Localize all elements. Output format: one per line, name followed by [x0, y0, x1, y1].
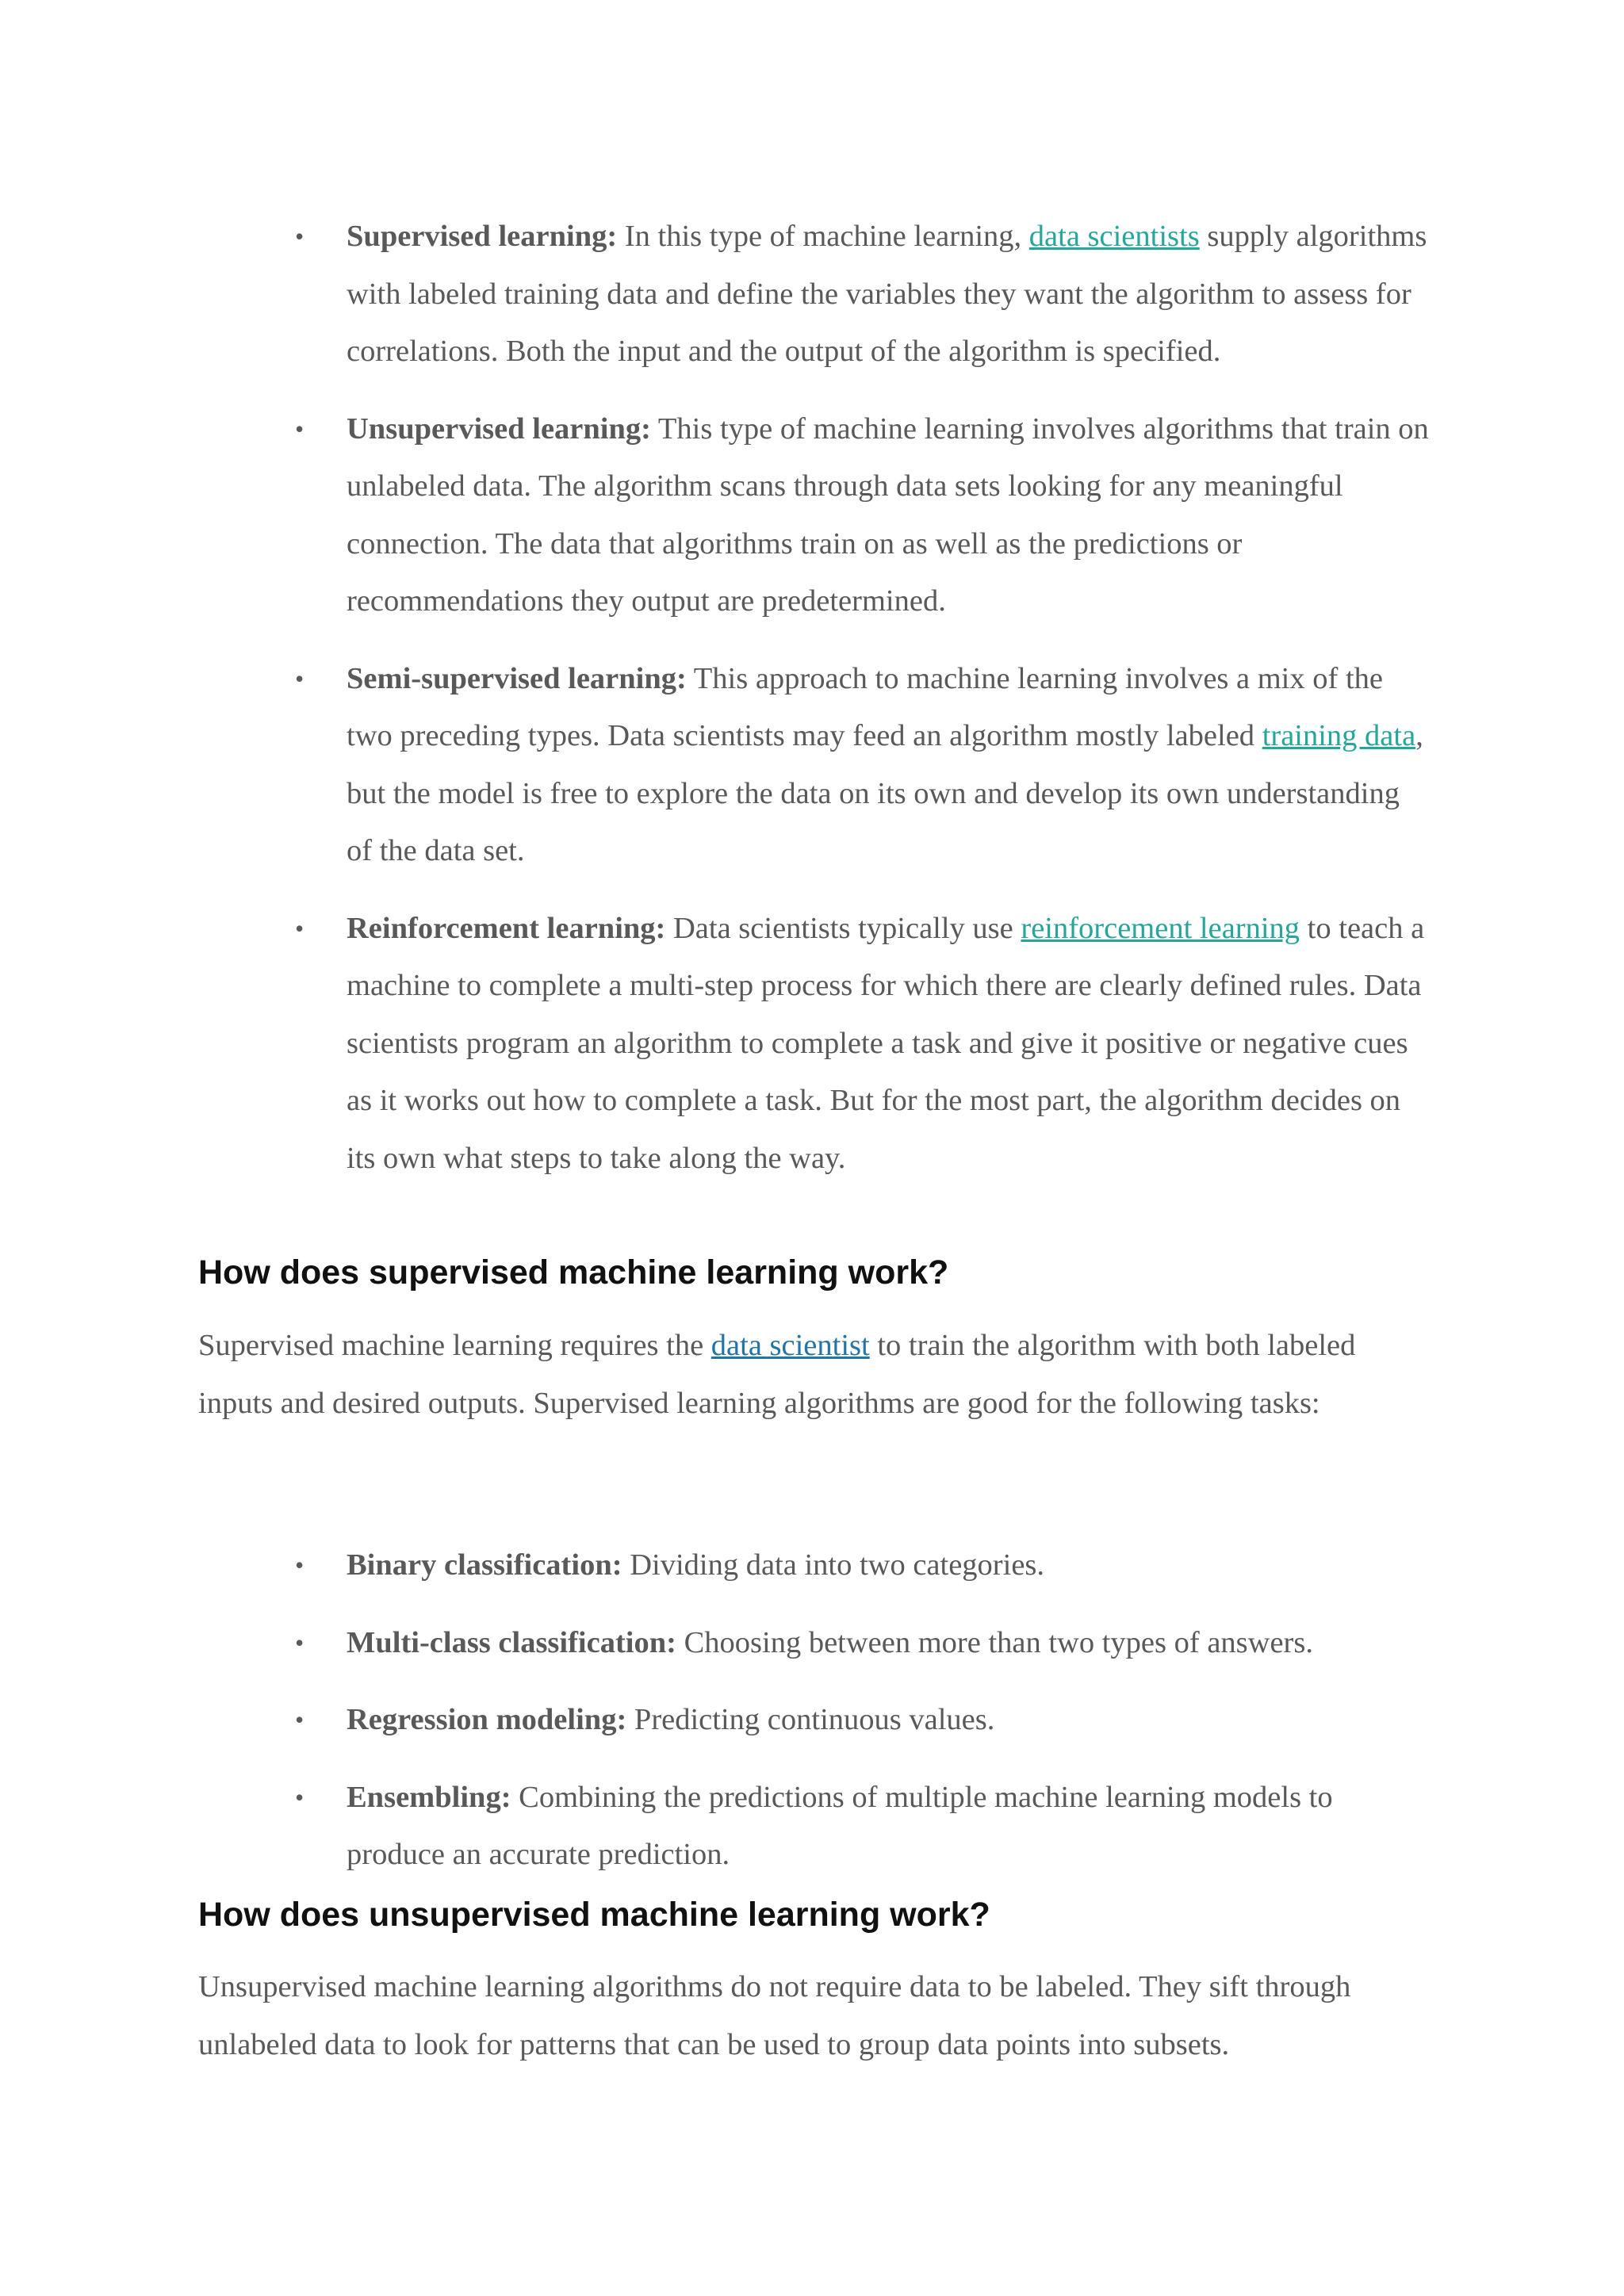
item-text: Combining the predictions of multiple machine learning models to produce an accurate prediction.: [347, 1780, 1333, 1871]
list-item-binary: [287, 1536, 1429, 1594]
learning-types-list: [287, 208, 1429, 1187]
reinforcement-learning-link[interactable]: reinforcement learning: [1021, 911, 1300, 945]
item-text: Data scientists typically use: [665, 911, 1021, 945]
bullet-icon: •: [295, 1628, 304, 1657]
bullet-icon: •: [295, 222, 304, 251]
item-text: to teach a machine to complete a multi-step process for which there are clearly defined rules. Data scientists program an algorithm to complete a task and give it positive or negative cues as it works out how to complete a task. But for the most part, the algorithm decides on its own what steps to take along the way.: [347, 911, 1425, 1175]
term-label: Multi-class classification:: [347, 1625, 676, 1659]
term-label: Regression modeling:: [347, 1703, 627, 1736]
list-item-supervised: [287, 208, 1429, 381]
list-item-ensembling: [287, 1769, 1429, 1884]
item-text: This type of machine learning involves algorithms that train on unlabeled data. The algorithm scans through data sets looking for any meaningful connection. The data that algorithms train on as well as the predictions or recommendations they output are predetermined.: [347, 411, 1429, 618]
item-text: Dividing data into two categories.: [622, 1548, 1045, 1582]
list-item-regression: [287, 1691, 1429, 1749]
item-text: , but the model is free to explore the data on its own and develop its own understanding of the data set.: [347, 719, 1423, 867]
supervised-tasks-list: [287, 1536, 1429, 1884]
data-scientists-link[interactable]: data scientists: [1028, 220, 1200, 253]
list-item-unsupervised: [287, 400, 1429, 630]
training-data-link[interactable]: training data: [1262, 719, 1416, 752]
item-text: In this type of machine learning,: [617, 220, 1029, 253]
data-scientist-link[interactable]: data scientist: [710, 1329, 870, 1362]
bullet-icon: •: [295, 664, 304, 693]
term-label: Binary classification:: [347, 1548, 622, 1582]
list-item-reinforcement: [287, 900, 1429, 1188]
paragraph-text: to train the algorithm with both labeled inputs and desired outputs. Supervised learning algorithms are good for the following tasks:: [198, 1329, 1356, 1420]
term-label: Reinforcement learning:: [347, 911, 666, 945]
item-text: Predicting continuous values.: [626, 1703, 995, 1736]
bullet-icon: •: [295, 1551, 304, 1579]
item-text: Choosing between more than two types of answers.: [676, 1625, 1313, 1659]
unsupervised-paragraph: Unsupervised machine learning algorithms do not require data to be labeled. They sift through unlabeled data to look for patterns that can be used to group data points into subsets.: [198, 1970, 1351, 2061]
term-label: Supervised learning:: [347, 220, 618, 253]
paragraph-text: Supervised machine learning requires the: [198, 1329, 711, 1362]
list-item-semi-supervised: [287, 650, 1429, 880]
term-label: Unsupervised learning:: [347, 411, 651, 446]
term-label: Semi-supervised learning:: [347, 661, 687, 695]
term-label: Ensembling:: [347, 1780, 511, 1814]
section-heading-unsupervised: How does unsupervised machine learning work?: [198, 1896, 990, 1934]
supervised-paragraph: [198, 1317, 1429, 1432]
item-text: supply algorithms with labeled training data and define the variables they want the algorithm to assess for correlations. Both the input and the output of the algorithm is specified.: [347, 220, 1427, 368]
item-text: This approach to machine learning involves a mix of the two preceding types. Data scientists may feed an algorithm mostly labeled: [347, 661, 1383, 752]
bullet-icon: •: [295, 1705, 304, 1734]
section-heading-supervised: How does supervised machine learning work?: [198, 1253, 949, 1292]
bullet-icon: •: [295, 414, 304, 443]
bullet-icon: •: [295, 913, 304, 943]
list-item-multiclass: [287, 1614, 1429, 1672]
bullet-icon: •: [295, 1782, 304, 1812]
